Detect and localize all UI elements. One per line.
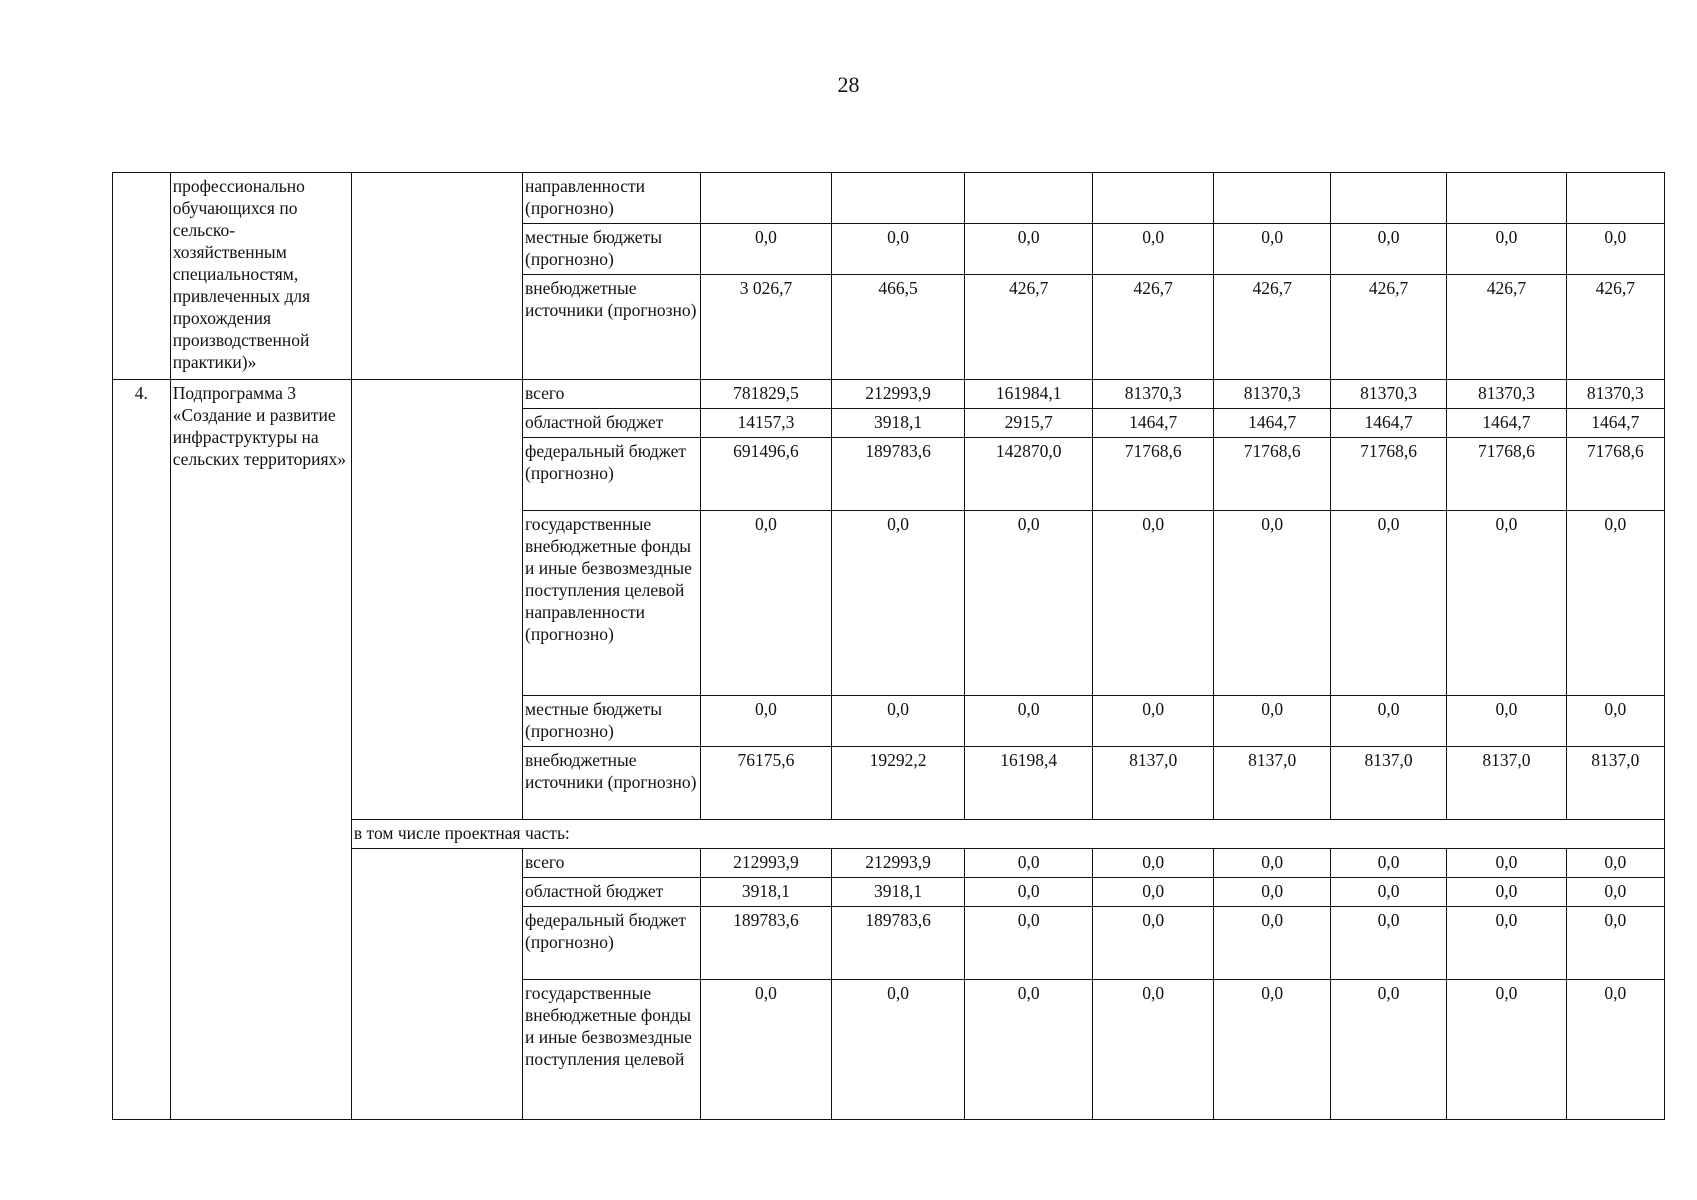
value-cell: 0,0 xyxy=(1330,224,1446,275)
value-cell: 0,0 xyxy=(1330,980,1446,1120)
value-cell: 81370,3 xyxy=(1092,380,1213,409)
funding-source-cell: местные бюджеты (прогнозно) xyxy=(523,224,701,275)
value-cell: 0,0 xyxy=(1092,511,1213,696)
value-cell: 1464,7 xyxy=(1330,409,1446,438)
value-cell: 0,0 xyxy=(1447,696,1566,747)
value-cell xyxy=(1214,173,1330,224)
value-cell: 0,0 xyxy=(1214,224,1330,275)
value-cell: 212993,9 xyxy=(831,380,965,409)
project-part-label: в том числе проектная часть: xyxy=(351,820,1664,849)
value-cell: 19292,2 xyxy=(831,747,965,820)
value-cell: 0,0 xyxy=(1092,849,1213,878)
value-cell: 1464,7 xyxy=(1092,409,1213,438)
value-cell xyxy=(701,173,832,224)
value-cell: 466,5 xyxy=(831,275,965,380)
value-cell: 0,0 xyxy=(1092,696,1213,747)
value-cell: 0,0 xyxy=(831,511,965,696)
value-cell: 81370,3 xyxy=(1214,380,1330,409)
value-cell: 71768,6 xyxy=(1214,438,1330,511)
value-cell: 426,7 xyxy=(1330,275,1446,380)
value-cell: 71768,6 xyxy=(1330,438,1446,511)
value-cell xyxy=(1566,173,1664,224)
value-cell: 8137,0 xyxy=(1092,747,1213,820)
value-cell: 0,0 xyxy=(701,224,832,275)
program-name-cell: профессионально обучающихся по сельско-хозяйственным специальностям, привлеченных для прохождения производственной практики)» xyxy=(170,173,351,380)
value-cell: 81370,3 xyxy=(1447,380,1566,409)
value-cell xyxy=(1092,173,1213,224)
value-cell xyxy=(1330,173,1446,224)
value-cell: 0,0 xyxy=(831,980,965,1120)
value-cell: 0,0 xyxy=(1447,849,1566,878)
value-cell: 0,0 xyxy=(1330,511,1446,696)
value-cell: 0,0 xyxy=(831,224,965,275)
funding-source-cell: внебюджетные источники (прогнозно) xyxy=(523,747,701,820)
value-cell: 426,7 xyxy=(1566,275,1664,380)
value-cell: 8137,0 xyxy=(1447,747,1566,820)
value-cell: 142870,0 xyxy=(965,438,1093,511)
value-cell: 0,0 xyxy=(1092,878,1213,907)
value-cell: 71768,6 xyxy=(1566,438,1664,511)
value-cell: 81370,3 xyxy=(1330,380,1446,409)
value-cell: 691496,6 xyxy=(701,438,832,511)
funding-source-cell: внебюджетные источники (прогнозно) xyxy=(523,275,701,380)
value-cell xyxy=(831,173,965,224)
value-cell: 0,0 xyxy=(1330,849,1446,878)
block-b xyxy=(113,380,1665,1120)
value-cell xyxy=(1447,173,1566,224)
value-cell: 161984,1 xyxy=(965,380,1093,409)
value-cell: 0,0 xyxy=(1566,907,1664,980)
block-a xyxy=(113,173,1665,380)
value-cell: 189783,6 xyxy=(701,907,832,980)
value-cell: 3 026,7 xyxy=(701,275,832,380)
value-cell: 0,0 xyxy=(1447,907,1566,980)
value-cell: 0,0 xyxy=(1092,980,1213,1120)
value-cell: 426,7 xyxy=(1447,275,1566,380)
value-cell: 3918,1 xyxy=(701,878,832,907)
value-cell: 781829,5 xyxy=(701,380,832,409)
value-cell: 2915,7 xyxy=(965,409,1093,438)
value-cell: 71768,6 xyxy=(1447,438,1566,511)
value-cell: 16198,4 xyxy=(965,747,1093,820)
value-cell: 0,0 xyxy=(1214,980,1330,1120)
value-cell: 426,7 xyxy=(965,275,1093,380)
value-cell: 71768,6 xyxy=(1092,438,1213,511)
value-cell: 81370,3 xyxy=(1566,380,1664,409)
funding-source-cell: федеральный бюджет (прогнозно) xyxy=(523,907,701,980)
value-cell: 76175,6 xyxy=(701,747,832,820)
value-cell: 0,0 xyxy=(1214,849,1330,878)
value-cell: 3918,1 xyxy=(831,409,965,438)
value-cell: 0,0 xyxy=(1214,511,1330,696)
index-cell xyxy=(113,173,171,380)
value-cell: 0,0 xyxy=(1447,878,1566,907)
value-cell: 0,0 xyxy=(701,696,832,747)
value-cell: 0,0 xyxy=(1214,907,1330,980)
value-cell: 0,0 xyxy=(1214,696,1330,747)
value-cell: 426,7 xyxy=(1092,275,1213,380)
funding-source-cell: областной бюджет xyxy=(523,409,701,438)
value-cell: 0,0 xyxy=(701,511,832,696)
funding-source-cell: областной бюджет xyxy=(523,878,701,907)
value-cell: 8137,0 xyxy=(1330,747,1446,820)
value-cell: 0,0 xyxy=(965,849,1093,878)
budget-table xyxy=(112,172,1665,1120)
value-cell: 14157,3 xyxy=(701,409,832,438)
value-cell: 0,0 xyxy=(1092,224,1213,275)
executor-cell xyxy=(351,173,522,380)
value-cell: 189783,6 xyxy=(831,907,965,980)
executor-cell xyxy=(351,849,522,1120)
value-cell: 8137,0 xyxy=(1214,747,1330,820)
value-cell: 0,0 xyxy=(1330,878,1446,907)
value-cell: 0,0 xyxy=(1330,696,1446,747)
funding-source-cell: федеральный бюджет (прогнозно) xyxy=(523,438,701,511)
value-cell: 0,0 xyxy=(1447,980,1566,1120)
value-cell: 0,0 xyxy=(831,696,965,747)
value-cell: 189783,6 xyxy=(831,438,965,511)
value-cell: 0,0 xyxy=(1330,907,1446,980)
value-cell: 0,0 xyxy=(1566,511,1664,696)
value-cell: 0,0 xyxy=(1566,849,1664,878)
value-cell: 212993,9 xyxy=(701,849,832,878)
funding-source-cell: направленности (прогнозно) xyxy=(523,173,701,224)
value-cell: 1464,7 xyxy=(1447,409,1566,438)
program-name-cell: Подпрограмма 3 «Создание и развитие инфраструктуры на сельских территориях» xyxy=(170,380,351,1120)
value-cell: 8137,0 xyxy=(1566,747,1664,820)
value-cell: 0,0 xyxy=(1566,224,1664,275)
value-cell: 0,0 xyxy=(965,878,1093,907)
page-number: 28 xyxy=(837,72,860,97)
value-cell: 426,7 xyxy=(1214,275,1330,380)
value-cell: 0,0 xyxy=(1092,907,1213,980)
value-cell: 0,0 xyxy=(1566,696,1664,747)
funding-source-cell: всего xyxy=(523,380,701,409)
value-cell: 0,0 xyxy=(701,980,832,1120)
value-cell: 0,0 xyxy=(965,224,1093,275)
funding-source-cell: всего xyxy=(523,849,701,878)
value-cell: 0,0 xyxy=(965,980,1093,1120)
value-cell: 0,0 xyxy=(965,907,1093,980)
value-cell: 1464,7 xyxy=(1566,409,1664,438)
row-index: 4. xyxy=(113,380,171,1120)
funding-source-cell: местные бюджеты (прогнозно) xyxy=(523,696,701,747)
executor-cell xyxy=(351,380,522,820)
value-cell: 0,0 xyxy=(1214,878,1330,907)
value-cell: 0,0 xyxy=(1447,511,1566,696)
value-cell: 0,0 xyxy=(965,696,1093,747)
value-cell: 3918,1 xyxy=(831,878,965,907)
funding-source-cell: государственные внебюджетные фонды и иные безвозмездные поступления целевой xyxy=(523,980,701,1120)
value-cell: 212993,9 xyxy=(831,849,965,878)
value-cell: 0,0 xyxy=(1566,878,1664,907)
funding-source-cell: государственные внебюджетные фонды и иные безвозмездные поступления целевой направленности (прогнозно) xyxy=(523,511,701,696)
value-cell: 0,0 xyxy=(965,511,1093,696)
value-cell xyxy=(965,173,1093,224)
table-row xyxy=(113,380,1665,409)
value-cell: 0,0 xyxy=(1447,224,1566,275)
value-cell: 0,0 xyxy=(1566,980,1664,1120)
value-cell: 1464,7 xyxy=(1214,409,1330,438)
table-row xyxy=(113,173,1665,224)
